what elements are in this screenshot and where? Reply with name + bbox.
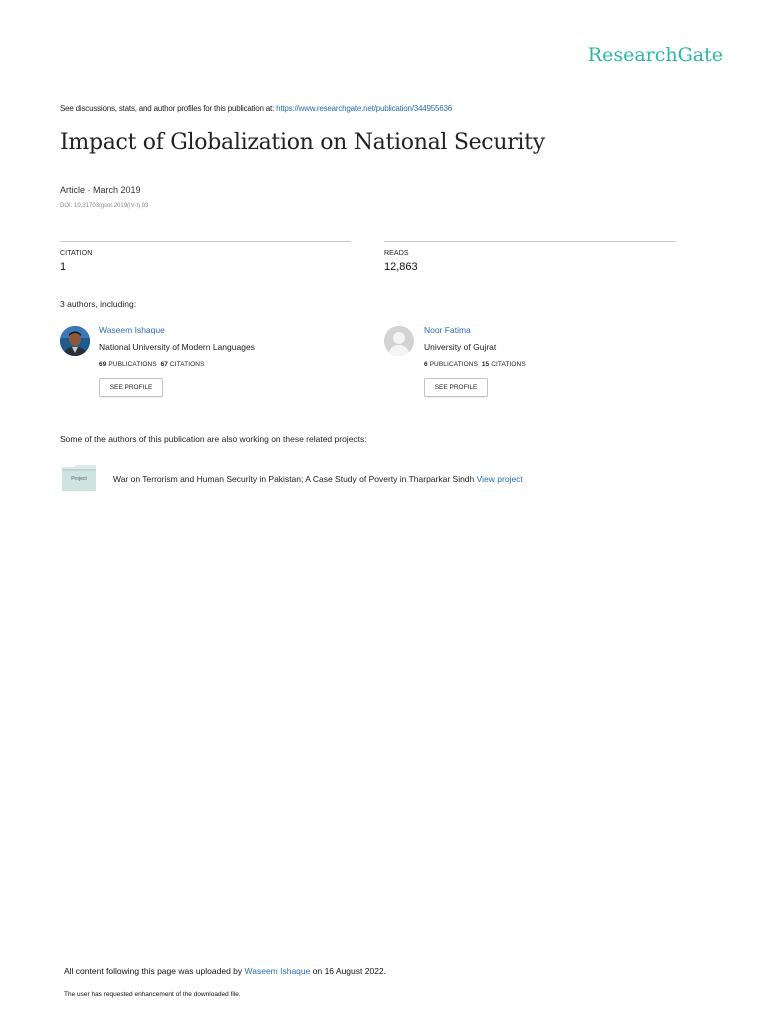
author-institution: National University of Modern Languages <box>99 342 255 352</box>
author-name-link[interactable]: Waseem Ishaque <box>99 325 165 335</box>
authors-heading: 3 authors, including: <box>60 299 137 309</box>
author-stats <box>424 361 526 368</box>
see-discussions-text: See discussions, stats, and author profiles for this publication at: <box>60 104 275 113</box>
author-name-link[interactable]: Noor Fatima <box>424 325 471 335</box>
see-profile-button[interactable]: SEE PROFILE <box>424 378 488 397</box>
upload-prefix: All content following this page was uploaded by <box>64 966 243 976</box>
project-item <box>113 474 523 484</box>
project-icon-label: Project <box>71 476 87 482</box>
article-type: Article <box>60 185 86 195</box>
project-folder-icon[interactable] <box>62 465 96 491</box>
upload-note <box>64 966 386 976</box>
author-avatar-waseem-ishaque[interactable] <box>60 326 90 356</box>
publications-count: 69 <box>99 361 107 368</box>
reads-divider <box>384 241 676 242</box>
citations-count: 67 <box>160 361 168 368</box>
researchgate-logo[interactable]: ResearchGate <box>587 44 723 66</box>
reads-label: READS <box>384 250 409 257</box>
upload-date: on 16 August 2022. <box>312 966 387 976</box>
enhancement-note: The user has requested enhancement of the downloaded file. <box>64 991 241 998</box>
project-title: War on Terrorism and Human Security in Pakistan; A Case Study of Poverty in Tharparkar Sindh <box>113 474 475 484</box>
author-avatar-noor-fatima[interactable] <box>384 326 414 356</box>
default-avatar-icon <box>384 326 414 356</box>
see-profile-button[interactable]: SEE PROFILE <box>99 378 163 397</box>
reads-count: 12,863 <box>384 261 418 273</box>
publications-label: PUBLICATIONS <box>108 361 157 368</box>
author-institution: University of Gujrat <box>424 342 497 352</box>
page-title: Impact of Globalization on National Security <box>60 130 545 155</box>
publications-count: 6 <box>424 361 428 368</box>
person-photo-icon <box>60 326 90 356</box>
publication-url-link[interactable]: https://www.researchgate.net/publication/344955636 <box>276 104 453 113</box>
uploader-link[interactable]: Waseem Ishaque <box>244 966 311 976</box>
see-discussions-line <box>60 104 452 113</box>
view-project-link[interactable]: View project <box>476 474 523 484</box>
article-meta <box>60 185 141 195</box>
related-projects-heading: Some of the authors of this publication are also working on these related projects: <box>60 434 367 444</box>
doi-text: DOI: 10.31703/gsor.2019(IV-I).03 <box>60 203 149 209</box>
citation-label: CITATION <box>60 250 93 257</box>
citations-label: CITATIONS <box>169 361 205 368</box>
citations-label: CITATIONS <box>491 361 526 368</box>
article-date: March 2019 <box>93 185 141 195</box>
author-stats <box>99 361 205 368</box>
citation-divider <box>60 241 351 242</box>
citation-count: 1 <box>60 261 67 273</box>
meta-separator: · <box>85 185 94 195</box>
citations-count: 15 <box>481 361 490 368</box>
publications-label: PUBLICATIONS <box>429 361 479 368</box>
